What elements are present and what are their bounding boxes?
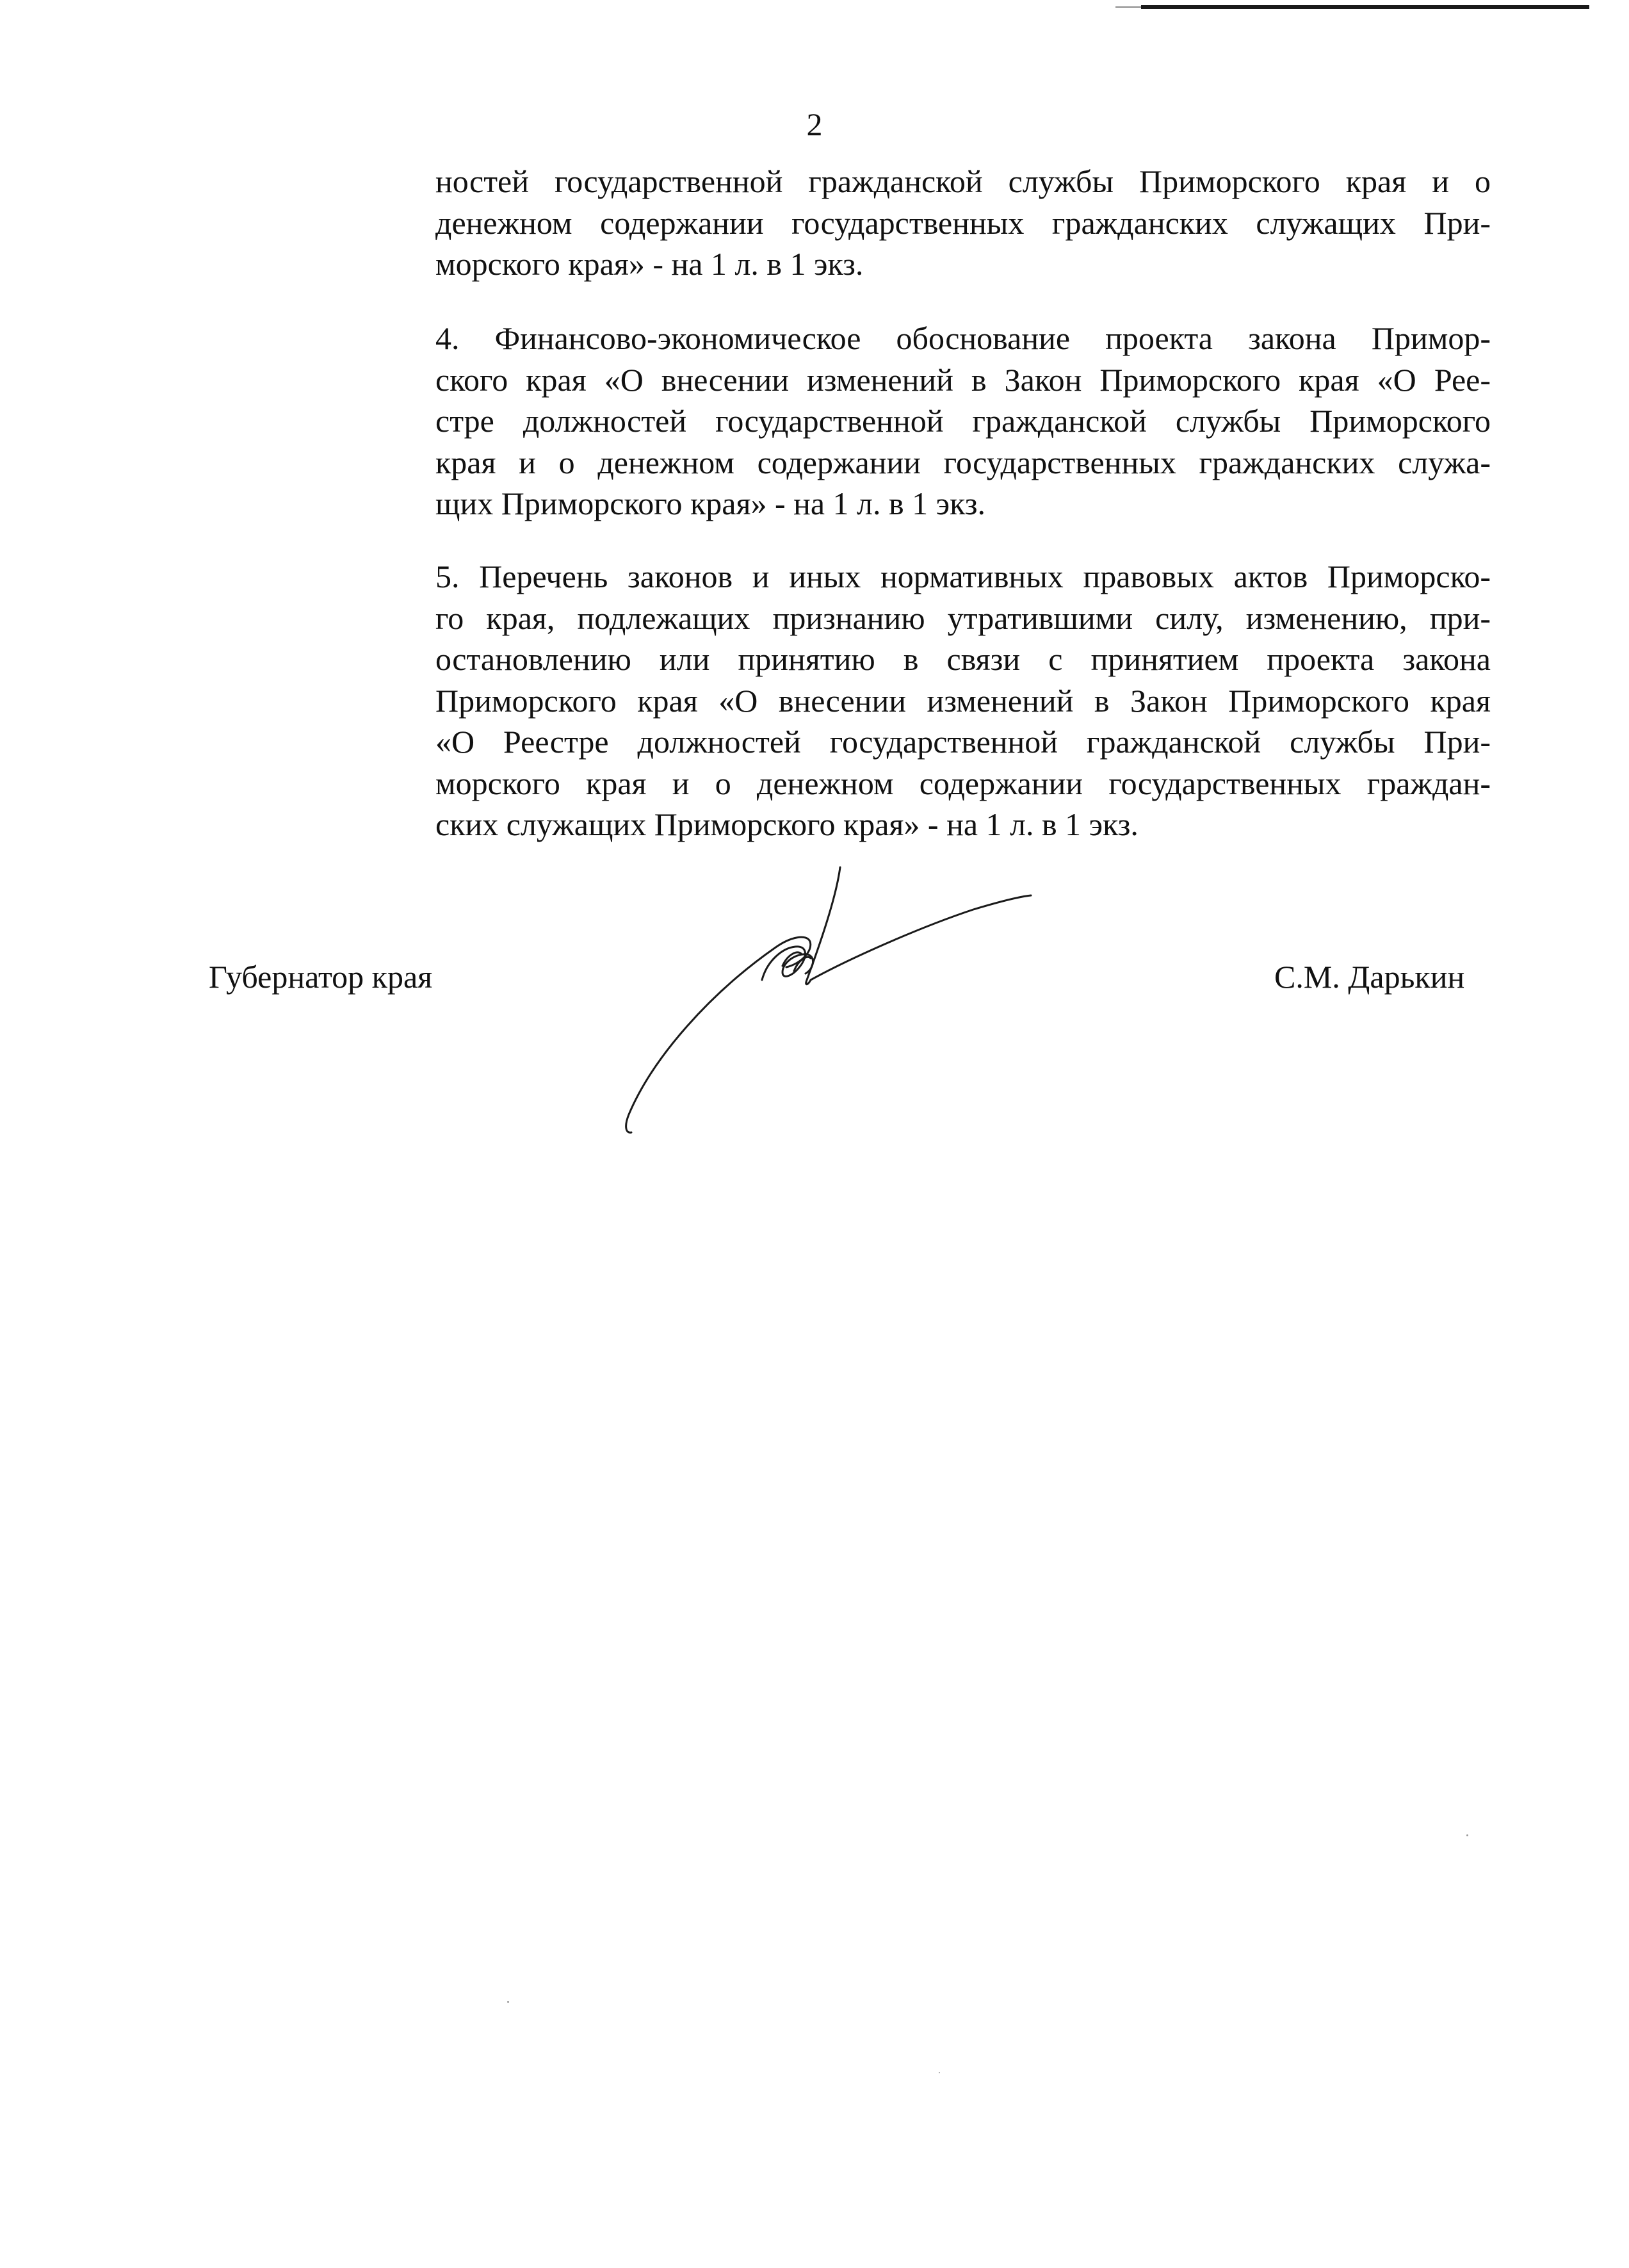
text-line: 5. Перечень законов и иных нормативных правовых актов Приморско- <box>435 559 1491 594</box>
text-line: ностей государственной гражданской службы Приморского края и о <box>435 163 1491 199</box>
scan-speck <box>1466 1834 1468 1836</box>
text-line: денежном содержании государственных гражданских служащих При- <box>435 204 1491 241</box>
scan-speck <box>939 2072 940 2073</box>
text-line: 4. Финансово-экономическое обоснование проекта закона Примор- <box>435 320 1491 356</box>
text-line: ских служащих Приморского края» - на 1 л. в 1 экз. <box>435 806 1139 842</box>
scan-speck <box>507 2001 509 2003</box>
text-line: края и о денежном содержании государственных гражданских служа- <box>435 444 1491 480</box>
signature-sweep-stroke <box>811 895 1031 980</box>
text-line: «О Реестре должностей государственной гражданской службы При- <box>435 724 1491 760</box>
text-line: остановлению или принятию в связи с принятием проекта закона <box>435 641 1491 677</box>
text-line: морского края» - на 1 л. в 1 экз. <box>435 246 864 282</box>
handwritten-signature <box>615 858 1101 1153</box>
signer-title: Губернатор края <box>209 959 433 995</box>
paragraph-continuation <box>435 161 1491 285</box>
page-number: 2 <box>806 106 823 142</box>
paragraph-item-4 <box>435 318 1491 525</box>
text-line: Приморского края «О внесении изменений в Закон Приморского края <box>435 682 1491 719</box>
text-line: морского края и о денежном содержании государственных граждан- <box>435 765 1491 801</box>
text-line: ского края «О внесении изменений в Закон Приморского края «О Рее- <box>435 361 1491 398</box>
text-line: щих Приморского края» - на 1 л. в 1 экз. <box>435 485 985 521</box>
top-edge-rule <box>1141 5 1589 9</box>
signer-name: С.М. Дарькин <box>1274 959 1465 995</box>
paragraph-item-5 <box>435 556 1491 845</box>
text-line: го края, подлежащих признанию утратившими силу, изменению, при- <box>435 600 1491 636</box>
text-line: стре должностей государственной гражданской службы Приморского <box>435 403 1491 439</box>
